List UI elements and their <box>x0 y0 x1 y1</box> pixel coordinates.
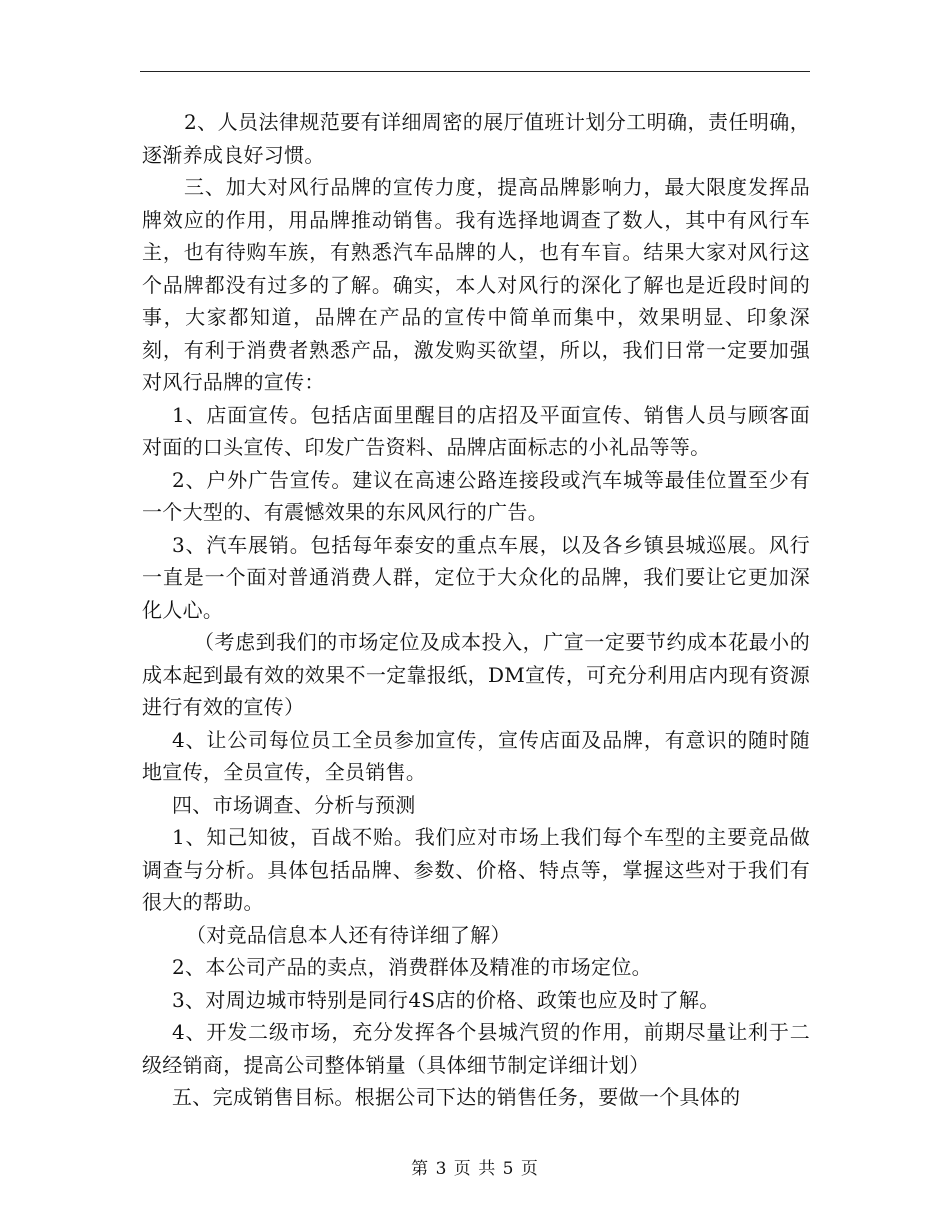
paragraph: （考虑到我们的市场定位及成本投入，广宣一定要节约成本花最小的成本起到最有效的效果不一定靠报纸，DM宣传，可充分利用店内现有资源进行有效的宣传） <box>142 630 810 719</box>
paragraph: （对竞品信息本人还有待详细了解） <box>186 922 511 947</box>
page-number: 第 3 页 共 5 页 <box>411 1159 539 1179</box>
paragraph: 1、店面宣传。包括店面里醒目的店招及平面宣传、销售人员与顾客面对面的口头宣传、印发广告资料、品牌店面标志的小礼品等等。 <box>142 402 810 459</box>
header-rule <box>140 71 810 72</box>
section-heading: 四、市场调查、分析与预测 <box>172 792 416 817</box>
paragraph: 4、让公司每位员工全员参加宣传，宣传店面及品牌，有意识的随时随地宣传，全员宣传，全员销售。 <box>142 727 810 784</box>
paragraph: 3、汽车展销。包括每年泰安的重点车展，以及各乡镇县城巡展。风行一直是一个面对普通消费人群，定位于大众化的品牌，我们要让它更加深化人心。 <box>142 532 810 622</box>
paragraph: 1、知己知彼，百战不贻。我们应对市场上我们每个车型的主要竞品做调查与分析。具体包括品牌、参数、价格、特点等，掌握这些对于我们有很大的帮助。 <box>142 825 810 914</box>
paragraph: 2、人员法律规范要有详细周密的展厅值班计划分工明确，责任明确，逐渐养成良好习惯。 <box>142 110 810 167</box>
paragraph: 4、开发二级市场，充分发挥各个县城汽贸的作用，前期尽量让利于二级经销商，提高公司整体销量（具体细节制定详细计划） <box>142 1020 810 1077</box>
paragraph: 三、加大对风行品牌的宣传力度，提高品牌影响力，最大限度发挥品牌效应的作用，用品牌推动销售。我有选择地调查了数人，其中有风行车主，也有待购车族，有熟悉汽车品牌的人，也有车盲。结果大家对风行这个品牌都没有过多的了解。确实，本人对风行的深化了解也是近段时间的事，大家都知道，品牌在产品的宣传中简单而集中，效果明显、印象深刻，有利于消费者熟悉产品，激发购买欲望，所以，我们日常一定要加强对风行品牌的宣传： <box>142 175 810 394</box>
paragraph: 五、完成销售目标。根据公司下达的销售任务，要做一个具体的 <box>172 1085 741 1109</box>
paragraph: 2、本公司产品的卖点，消费群体及精准的市场定位。 <box>172 955 652 979</box>
paragraph: 2、户外广告宣传。建议在高速公路连接段或汽车城等最佳位置至少有一个大型的、有震憾效果的东风风行的广告。 <box>142 467 810 524</box>
paragraph: 3、对周边城市特别是同行4S店的价格、政策也应及时了解。 <box>172 987 720 1012</box>
document-body <box>142 106 810 1114</box>
